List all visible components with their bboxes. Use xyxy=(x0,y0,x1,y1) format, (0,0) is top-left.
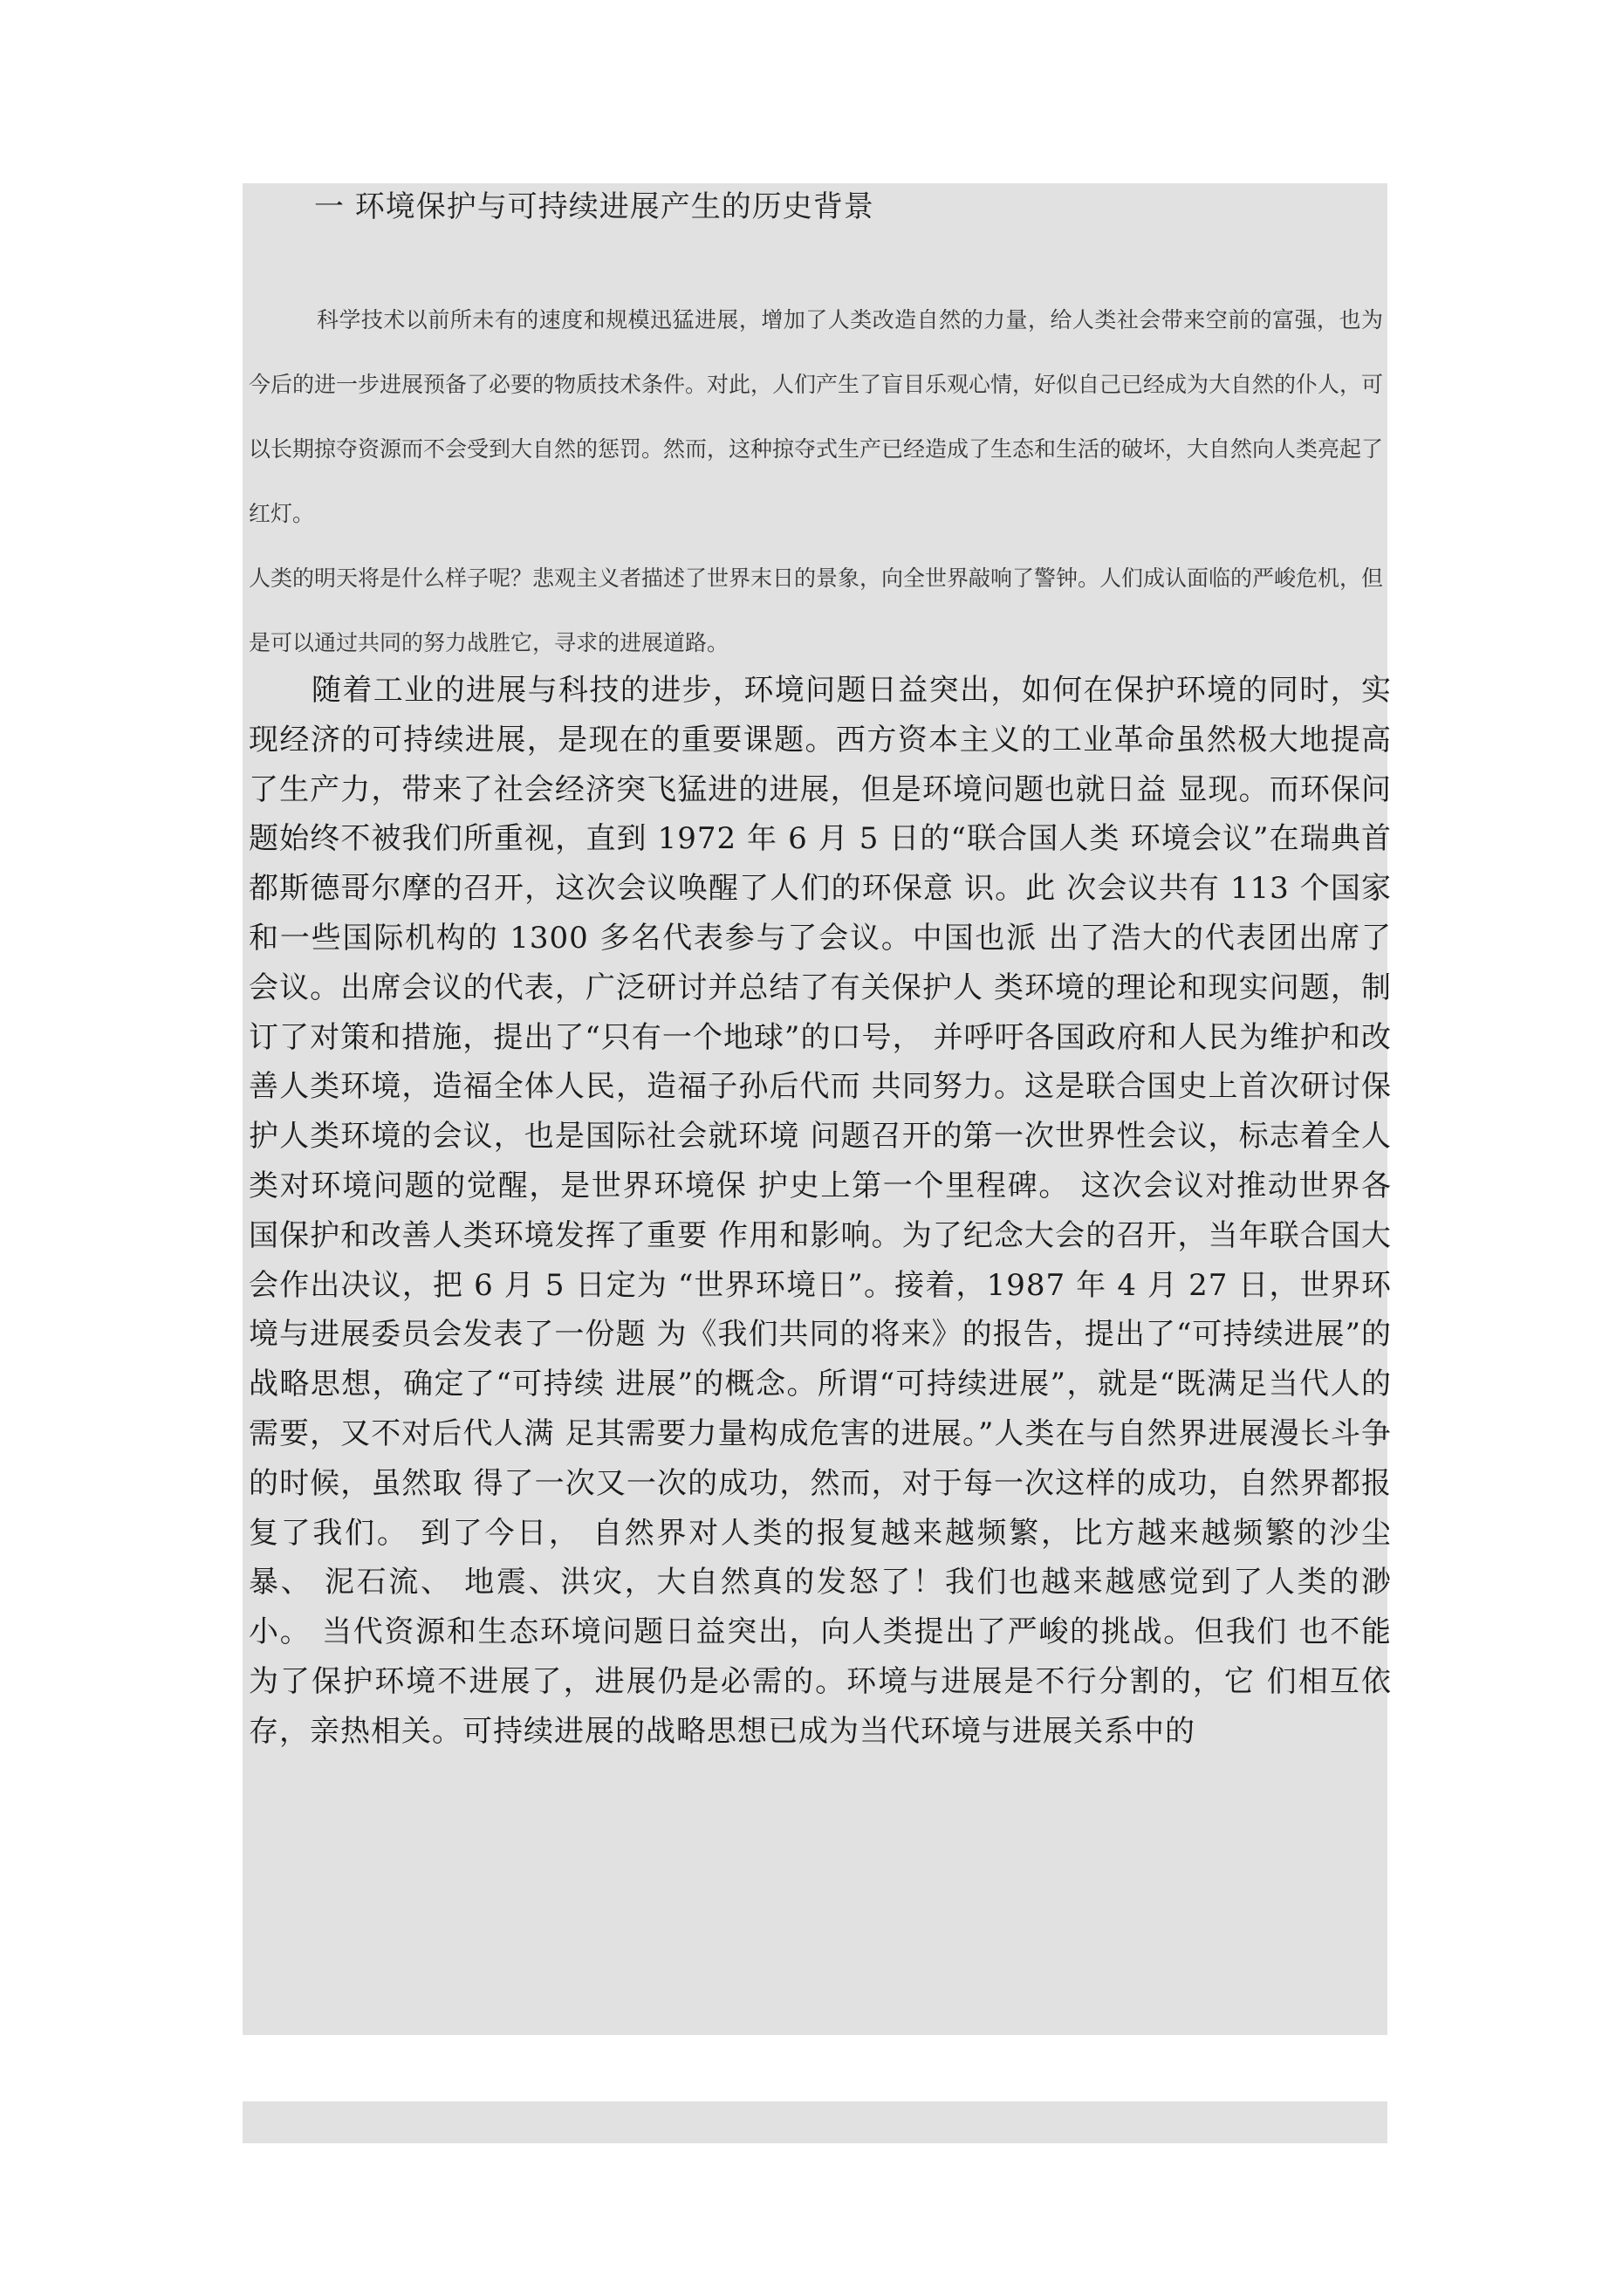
body-paragraph: 随着工业的进展与科技的进步，环境问题日益突出，如何在保护环境的同时，实现经济的可持续进展，是现在的重要课题。西方资本主义的工业革命虽然极大地提高了生产力，带来了社会经济突飞猛进的进展，但是环境问题也就日益 显现。而环保问题始终不被我们所重视，直到 1972 年 6 月 5 日的“联合国人类 环境会议”在瑞典首都斯德哥尔摩的召开，这次会议唤醒了人们的环保意 识。此 次会议共有 113 个国家和一些国际机构的 1300 多名代表参与了会议。中国也派 出了浩大的代表团出席了会议。出席会议的代表，广泛研讨并总结了有关保护人 类环境的理论和现实问题，制订了对策和措施，提出了“只有一个地球”的口号， 并呼吁各国政府和人民为维护和改善人类环境，造福全体人民，造福子孙后代而 共同努力。这是联合国史上首次研讨保护人类环境的会议，也是国际社会就环境 问题召开的第一次世界性会议，标志着全人类对环境问题的觉醒，是世界环境保 护史上第一个里程碑。 这次会议对推动世界各国保护和改善人类环境发挥了重要 作用和影响。为了纪念大会的召开，当年联合国大会作出决议，把 6 月 5 日定为 “世界环境日”。接着，1987 年 4 月 27 日，世界环境与进展委员会发表了一份题 为《我们共同的将来》的报告，提出了“可持续进展”的战略思想，确定了“可持续 进展”的概念。所谓“可持续进展”，就是“既满足当代人的需要，又不对后代人满 足其需要力量构成危害的进展。”人类在与自然界进展漫长斗争的时候，虽然取 得了一次又一次的成功，然而，对于每一次这样的成功，自然界都报复了我们。 到了今日， 自然界对人类的报复越来越频繁，比方越来越频繁的沙尘暴、 泥石流、 地震、洪灾，大自然真的发怒了！我们也越来越感觉到了人类的渺小。 当代资源和生态环境问题日益突出，向人类提出了严峻的挑战。但我们 也不能为了保护环境不进展了，进展仍是必需的。环境与进展是不行分割的，它 们相互依存，亲热相关。可持续进展的战略思想已成为当代环境与进展关系中的 xyxy=(249,673,1392,1749)
intro-section xyxy=(249,288,1383,675)
section-heading: 一 环境保护与可持续进展产生的历史背景 xyxy=(314,189,874,224)
footer-highlight-bar xyxy=(243,2101,1387,2143)
main-body xyxy=(249,666,1392,1757)
intro-paragraph: 科学技术以前所未有的速度和规模迅猛进展，增加了人类改造自然的力量，给人类社会带来空前的富强，也为今后的进一步进展预备了必要的物质技术条件。对此，人们产生了盲目乐观心情，好似自己已经成为大自然的仆人，可以长期掠夺资源而不会受到大自然的惩罚。然而，这种掠夺式生产已经造成了生态和生活的破坏，大自然向人类亮起了红灯。 xyxy=(249,307,1384,526)
intro-paragraph: 人类的明天将是什么样子呢？悲观主义者描述了世界末日的景象，向全世界敲响了警钟。人们成认面临的严峻危机，但是可以通过共同的努力战胜它，寻求的进展道路。 xyxy=(249,565,1384,655)
